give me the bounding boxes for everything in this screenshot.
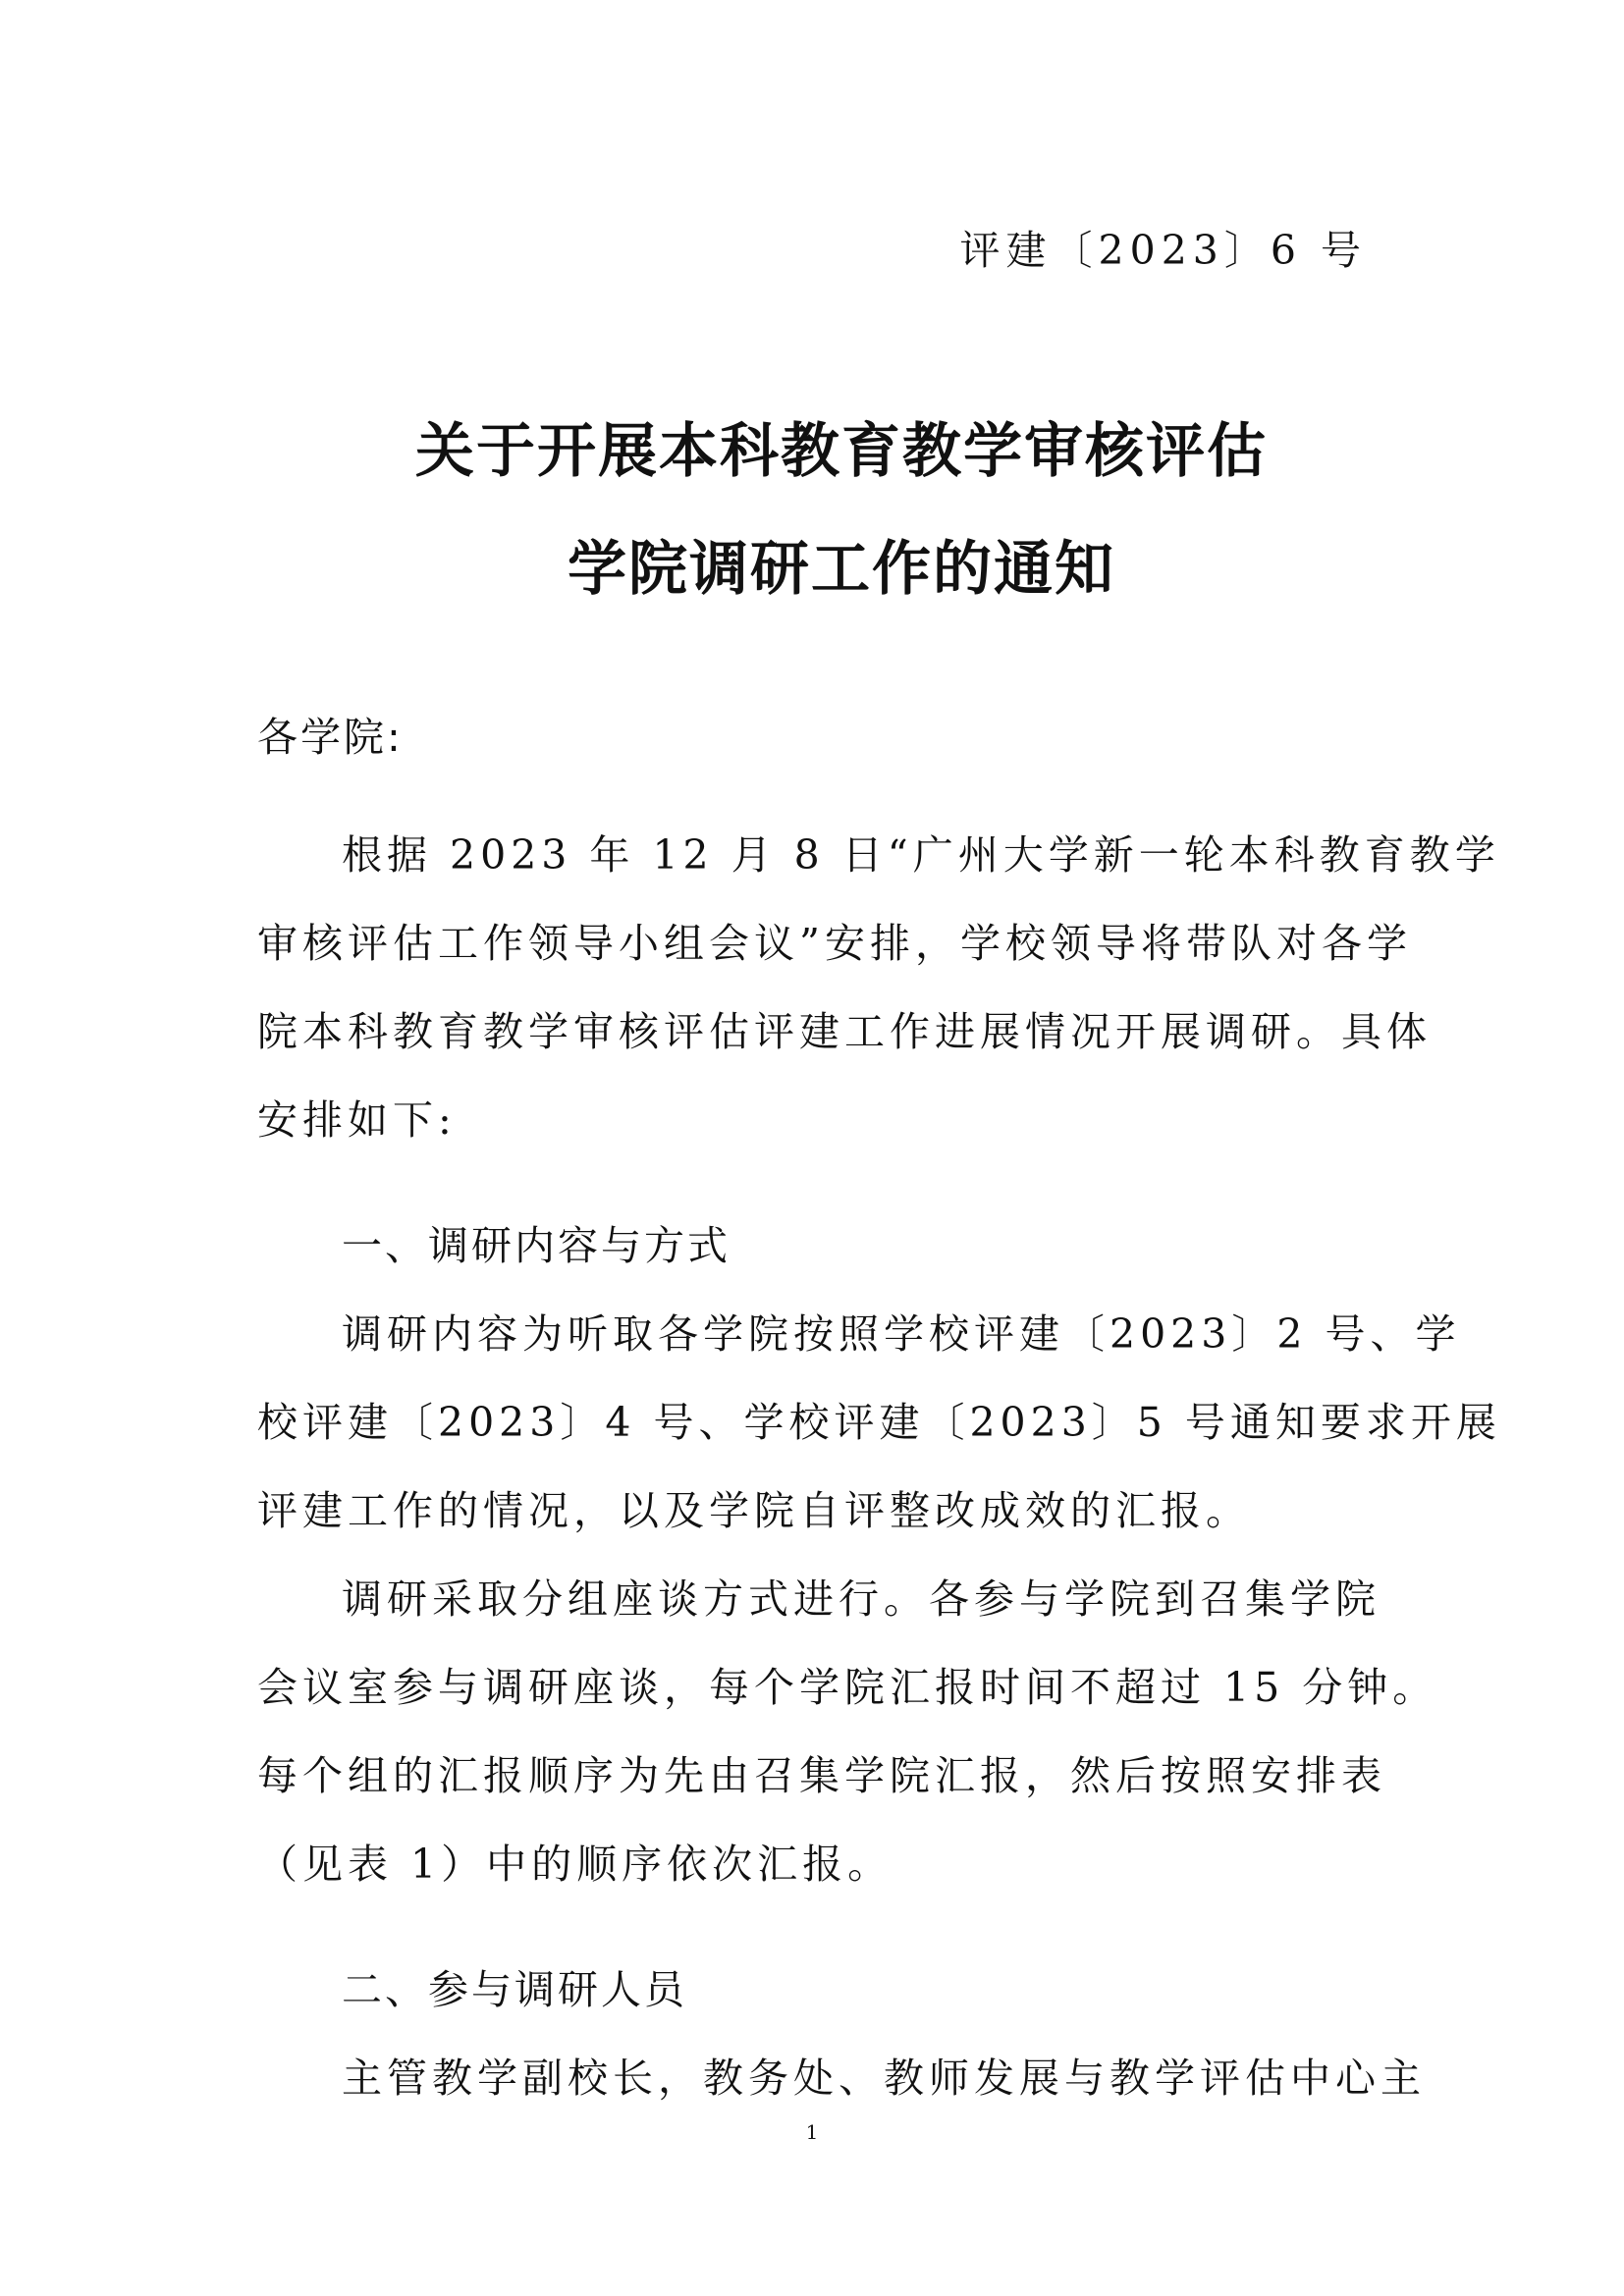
salutation: 各学院: xyxy=(257,714,404,761)
section-heading-1: 一、调研内容与方式 xyxy=(342,1222,731,1269)
section1-para2-line: 每个组的汇报顺序为先由召集学院汇报，然后按照安排表 xyxy=(257,1752,1386,1799)
title-line-1: 关于开展本科教育教学审核评估 xyxy=(415,417,1268,486)
section1-para2-line: 会议室参与调研座谈，每个学院汇报时间不超过 15 分钟。 xyxy=(257,1664,1438,1711)
intro-line: 安排如下: xyxy=(257,1096,457,1144)
intro-line: 院本科教育教学审核评估评建工作进展情况开展调研。具体 xyxy=(257,1008,1432,1055)
section1-para1-line: 校评建〔2023〕4 号、学校评建〔2023〕5 号通知要求开展 xyxy=(257,1399,1501,1446)
section-heading-2: 二、参与调研人员 xyxy=(342,1966,687,2013)
title-line-2: 学院调研工作的通知 xyxy=(568,535,1115,604)
section1-para1-line: 调研内容为听取各学院按照学校评建〔2023〕2 号、学 xyxy=(342,1310,1461,1358)
intro-line: 根据 2023 年 12 月 8 日“广州大学新一轮本科教育教学 xyxy=(342,831,1500,879)
section1-para2-line: 调研采取分组座谈方式进行。各参与学院到召集学院 xyxy=(342,1575,1380,1623)
document-number: 评建〔2023〕6 号 xyxy=(959,227,1367,274)
section1-para2-line: （见表 1）中的顺序依次汇报。 xyxy=(257,1841,893,1888)
section1-para1-line: 评建工作的情况，以及学院自评整改成效的汇报。 xyxy=(257,1487,1251,1534)
intro-line: 审核评估工作领导小组会议”安排，学校领导将带队对各学 xyxy=(257,920,1412,967)
page-number: 1 xyxy=(805,2120,819,2144)
section2-para1-line: 主管教学副校长，教务处、教师发展与教学评估中心主 xyxy=(342,2055,1426,2102)
